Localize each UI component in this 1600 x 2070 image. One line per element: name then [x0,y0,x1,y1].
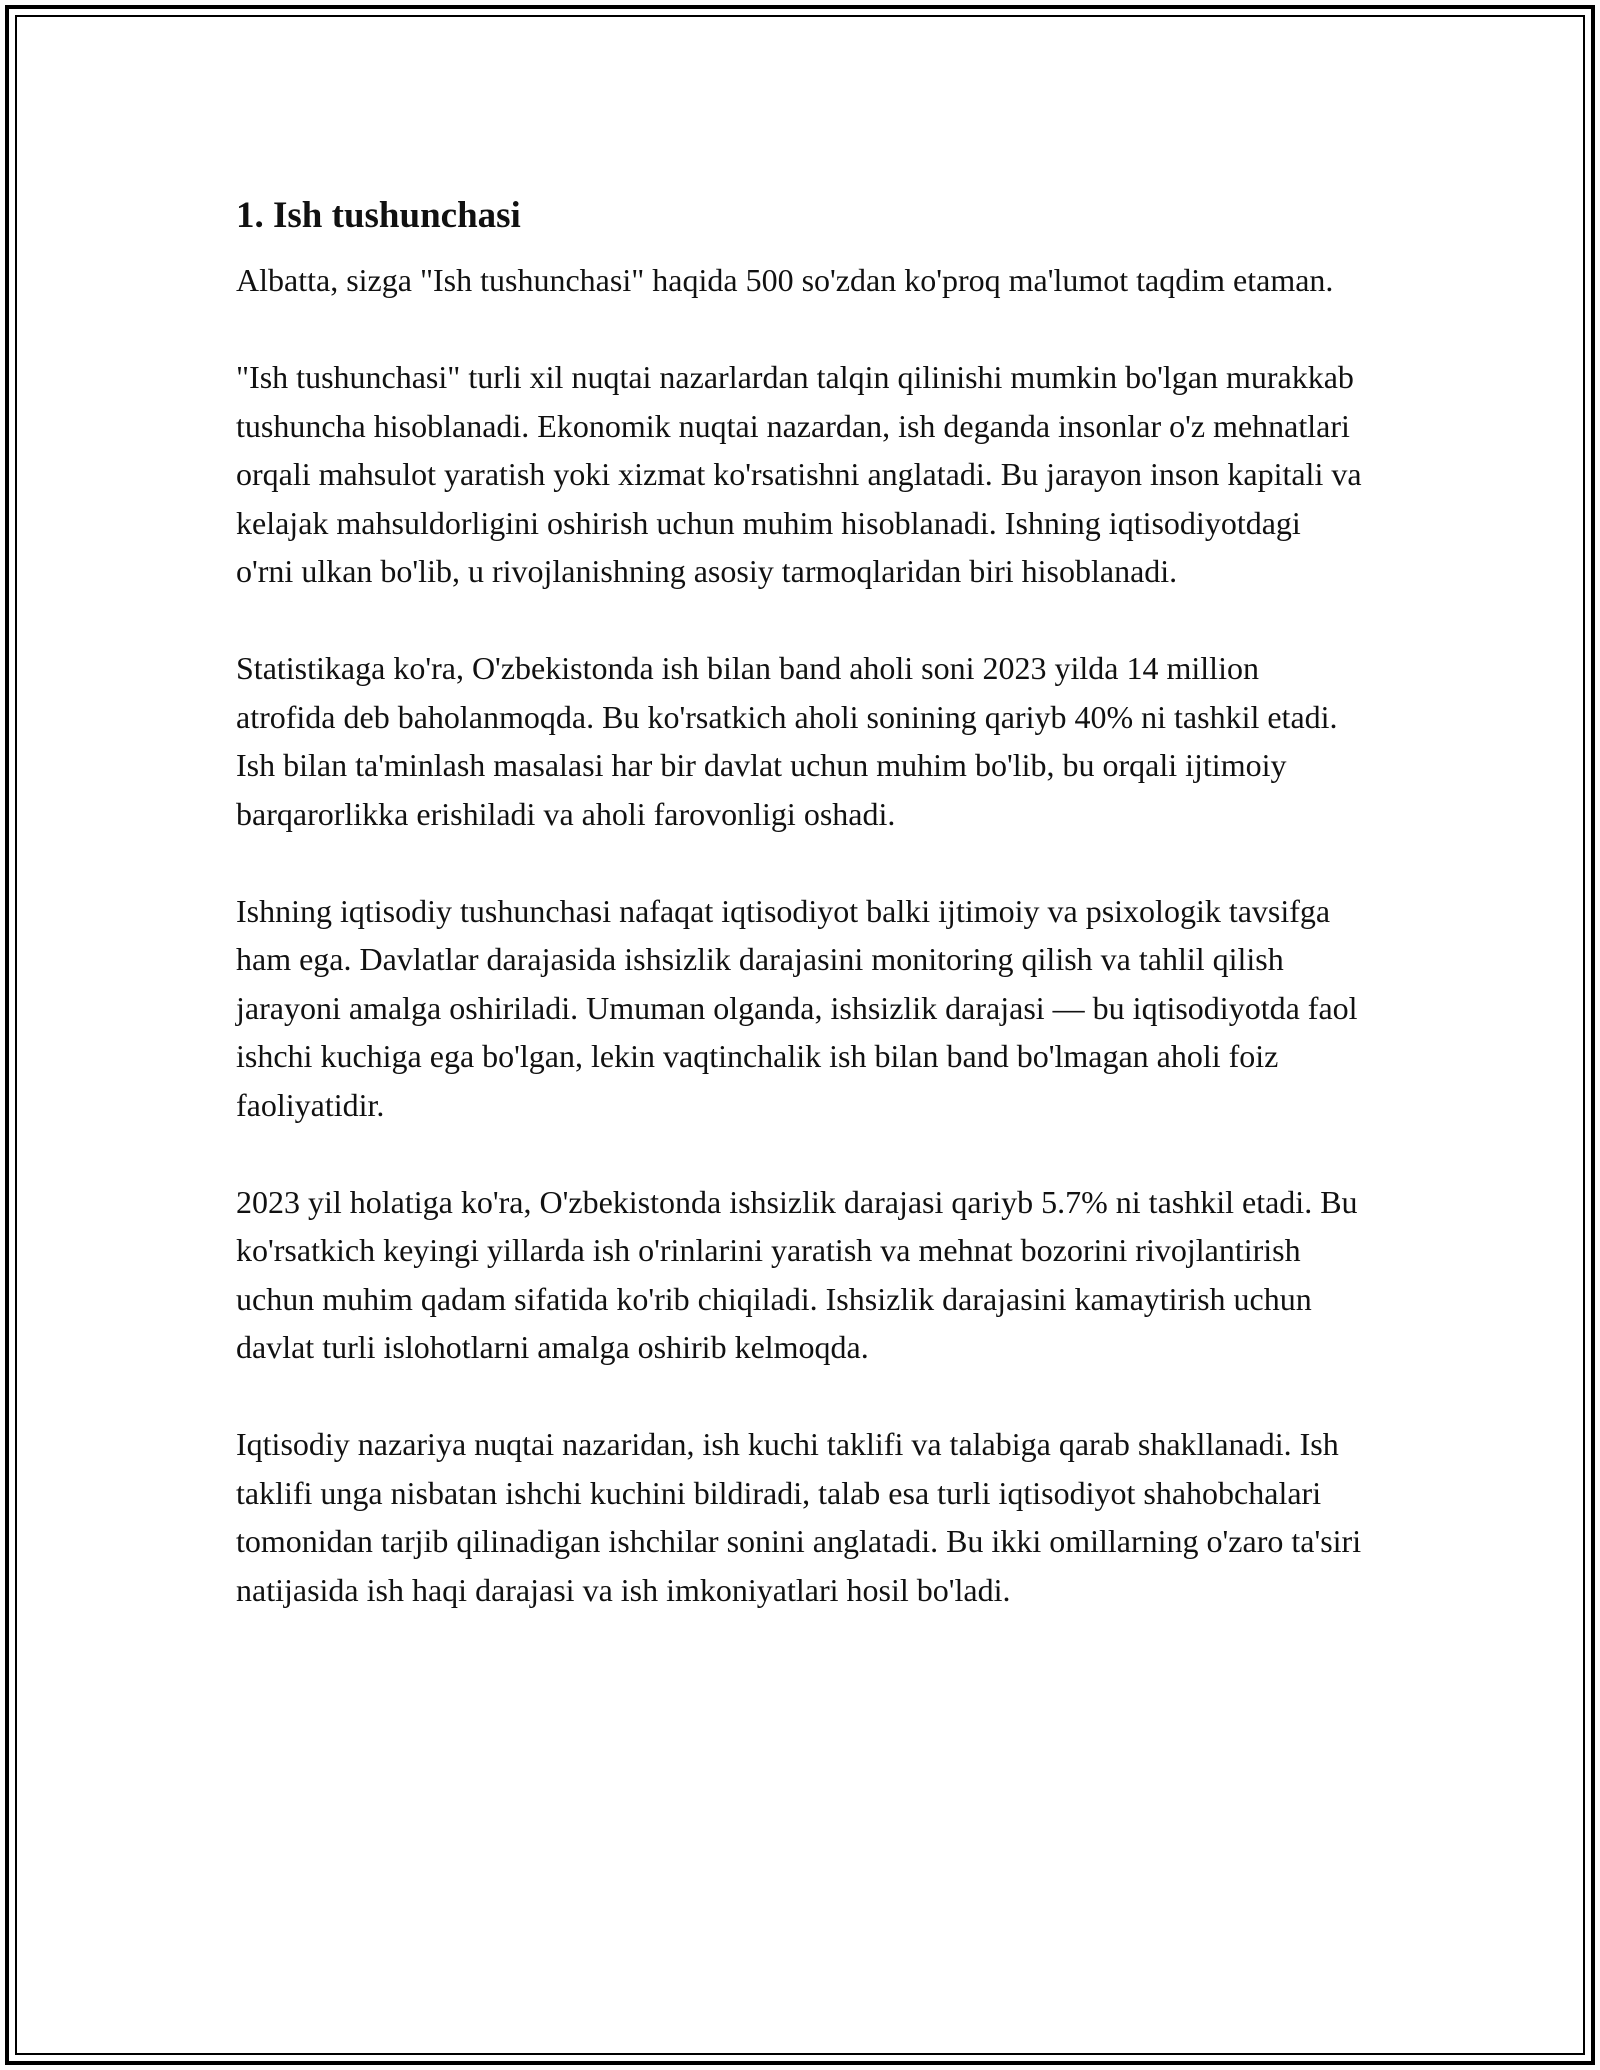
section-heading: 1. Ish tushunchasi [236,195,521,236]
paragraph-employment-statistics: Statistikaga ko'ra, O'zbekistonda ish bilan band aholi soni 2023 yilda 14 million atrofida deb baholanmoqda. Bu ko'rsatkich aholi sonining qariyb 40% ni tashkil etadi. Ish bilan ta'minlash masalasi har bir davlat uchun muhim bo'lib, bu orqali ijtimoiy barqarorlikka erishiladi va aholi farovonligi oshadi. [236,650,1338,832]
paragraph-unemployment-rate: 2023 yil holatiga ko'ra, O'zbekistonda ishsizlik darajasi qariyb 5.7% ni tashkil etadi. Bu ko'rsatkich keyingi yillarda ish o'rinlarini yaratish va mehnat bozorini rivojlantirish uchun muhim qadam sifatida ko'rib chiqiladi. Ishsizlik darajasini kamaytirish uchun davlat turli islohotlarni amalga oshirib kelmoqda. [236,1183,1358,1365]
paragraph-definition: "Ish tushunchasi" turli xil nuqtai nazarlardan talqin qilinishi mumkin bo'lgan murakkab tushuncha hisoblanadi. Ekonomik nuqtai nazardan, ish deganda insonlar o'z mehnatlari orqali mahsulot yaratish yoki xizmat ko'rsatishni anglatadi. Bu jarayon inson kapitali va kelajak mahsuldorligini oshirish uchun muhim hisoblanadi. Ishning iqtisodiyotdagi o'rni ulkan bo'lib, u rivojlanishning asosiy tarmoqlaridan biri hisoblanadi. [236,359,1362,589]
paragraph-unemployment-concept: Ishning iqtisodiy tushunchasi nafaqat iqtisodiyot balki ijtimoiy va psixologik tavsifga ham ega. Davlatlar darajasida ishsizlik darajasini monitoring qilish va tahlil qilish jarayoni amalga oshiriladi. Umuman olganda, ishsizlik darajasi — bu iqtisodiyotda faol ishchi kuchiga ega bo'lgan, lekin vaqtinchalik ish bilan band bo'lmagan aholi foiz faoliyatidir. [236,892,1358,1123]
paragraph-labor-theory: Iqtisodiy nazariya nuqtai nazaridan, ish kuchi taklifi va talabiga qarab shakllanadi. Ish taklifi unga nisbatan ishchi kuchini bildiradi, talab esa turli iqtisodiyot shahobchalari tomonidan tarjib qilinadigan ishchilar sonini anglatadi. Bu ikki omillarning o'zaro ta'siri natijasida ish haqi darajasi va ish imkoniyatlari hosil bo'ladi. [236,1426,1362,1608]
paragraph-intro: Albatta, sizga "Ish tushunchasi" haqida 500 so'zdan ko'proq ma'lumot taqdim etaman. [236,262,1334,298]
document-body [236,186,1366,1663]
